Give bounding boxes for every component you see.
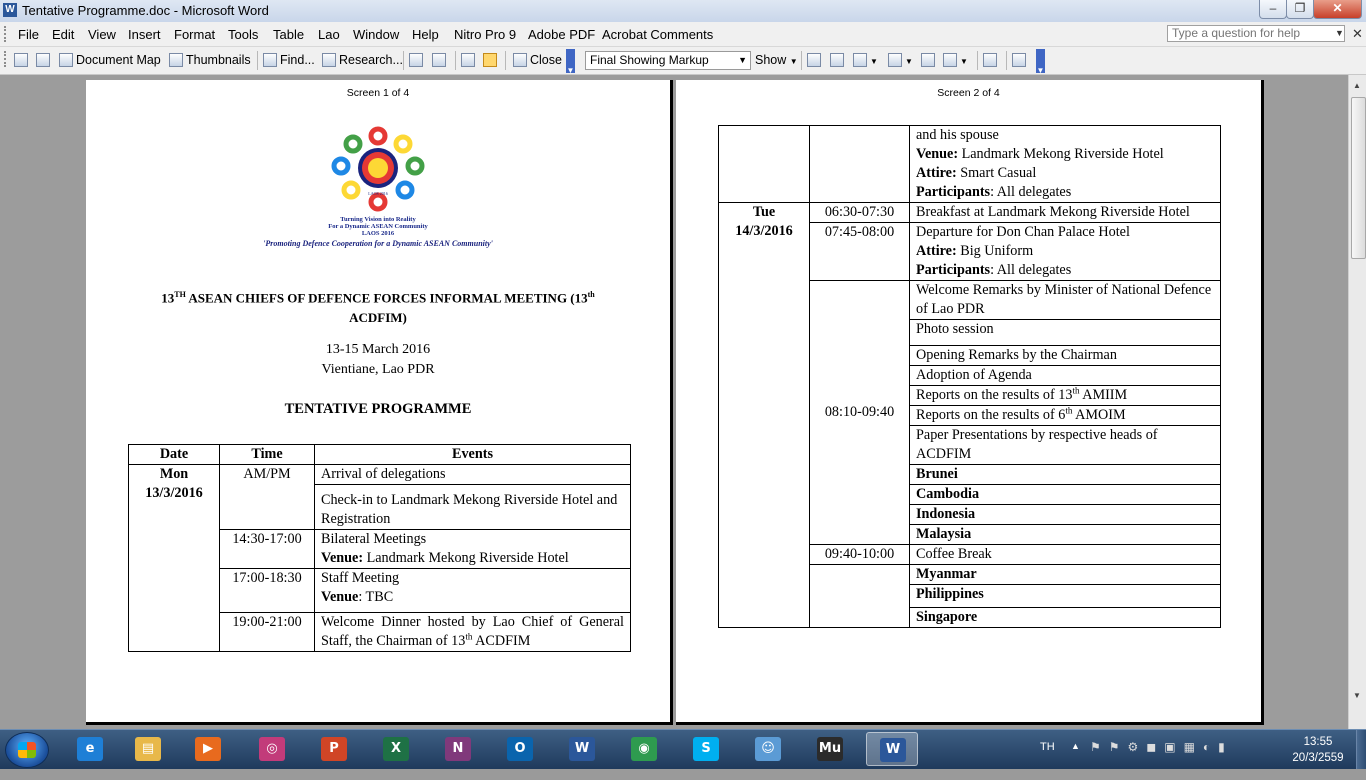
event-cell: Paper Presentations by respective heads of ACDFIM	[910, 426, 1221, 465]
taskbar-adobe-muse-button[interactable]	[804, 732, 856, 766]
header-time: Time	[220, 445, 315, 465]
vertical-scrollbar[interactable]	[1348, 75, 1366, 729]
restore-button[interactable]: ❐	[1286, 0, 1314, 19]
media-player-icon: ▶	[195, 737, 221, 761]
word-app-icon[interactable]: W	[3, 3, 17, 17]
table-header-row	[129, 445, 631, 465]
toolbar-options-icon[interactable]: ▼	[1036, 49, 1045, 73]
event-cell: Reports on the results of 6th AMOIM	[910, 406, 1221, 426]
next-change-icon[interactable]	[830, 51, 847, 70]
tray-expand-icon[interactable]: ▲	[1071, 741, 1080, 751]
taskbar-chrome-button[interactable]	[618, 732, 670, 766]
start-button[interactable]	[5, 732, 49, 768]
time-cell: AM/PM	[220, 465, 315, 530]
markup-display-select[interactable]: Final Showing Markup ▼	[585, 51, 751, 70]
language-indicator[interactable]: TH	[1040, 741, 1055, 753]
clock-time: 13:55	[1303, 736, 1333, 748]
skype-icon: S	[693, 737, 719, 761]
time-cell: 06:30-07:30	[810, 203, 910, 223]
toolbar-separator	[455, 51, 456, 70]
toolbar-separator	[977, 51, 978, 70]
event-cell: Photo session	[910, 320, 1221, 346]
logo-tagline: Turning Vision into Reality	[340, 216, 416, 223]
time-cell: 09:40-10:00	[810, 545, 910, 565]
header-events: Events	[315, 445, 631, 465]
menu-table[interactable]: Table	[273, 27, 305, 42]
date-cell: Tue 14/3/2016	[719, 203, 810, 628]
powerpoint-icon: P	[321, 737, 347, 761]
excel-icon: X	[383, 737, 409, 761]
toolbar-separator	[257, 51, 258, 70]
scrollbar-thumb[interactable]	[1351, 97, 1366, 259]
event-cell: Breakfast at Landmark Mekong Riverside Hotel	[910, 203, 1221, 223]
tray-icons[interactable]: ⚑⚑⚙◼▣▦◐▮	[1090, 740, 1233, 754]
taskbar-clock[interactable]	[1287, 734, 1349, 766]
zoom-out-icon[interactable]	[432, 51, 449, 70]
chrome-icon: ◉	[631, 737, 657, 761]
print-icon[interactable]	[36, 51, 53, 70]
menu-grip-icon[interactable]	[4, 26, 9, 42]
screen-label: Screen 2 of 4	[937, 87, 1000, 99]
internet-explorer-icon: e	[77, 737, 103, 761]
menu-help[interactable]: Help	[412, 27, 439, 42]
reject-change-icon[interactable]: ▼	[888, 51, 913, 70]
onenote-icon: N	[445, 737, 471, 761]
menu-acrobat-comments[interactable]: Acrobat Comments	[602, 27, 714, 42]
close-document-icon[interactable]: ✕	[1352, 26, 1363, 41]
toolbar-separator	[403, 51, 404, 70]
toolbar-separator	[1006, 51, 1007, 70]
windows-logo-icon	[18, 742, 36, 758]
event-cell: Staff Meeting Venue: TBC	[315, 569, 631, 613]
asean-emblem-icon	[323, 124, 433, 216]
event-cell: Brunei	[910, 465, 1221, 485]
time-cell: 17:00-18:30	[220, 569, 315, 613]
help-search-input[interactable]	[1167, 25, 1345, 42]
taskbar-outlook-button[interactable]	[494, 732, 546, 766]
menu-window[interactable]: Window	[353, 27, 400, 42]
scroll-down-icon[interactable]: ▼	[1353, 691, 1361, 700]
event-cell: Arrival of delegations	[315, 465, 631, 485]
event-cell: Cambodia	[910, 485, 1221, 505]
reviewing-pane-icon[interactable]	[1012, 51, 1029, 70]
event-cell: Indonesia	[910, 505, 1221, 525]
scroll-up-icon[interactable]: ▲	[1353, 81, 1361, 90]
thumbnails-button[interactable]: Thumbnails	[169, 51, 251, 70]
event-cell: Adoption of Agenda	[910, 366, 1221, 386]
toolbar-grip-icon[interactable]	[4, 51, 9, 67]
menu-view[interactable]: View	[88, 27, 116, 42]
table-row	[129, 465, 631, 485]
actual-page-icon[interactable]	[461, 51, 478, 70]
adobe-muse-icon: Mu	[817, 737, 843, 761]
taskbar-excel-button[interactable]	[370, 732, 422, 766]
outlook-icon: O	[507, 737, 533, 761]
event-cell: Reports on the results of 13th AMIIM	[910, 386, 1221, 406]
reading-toolbar	[0, 47, 1366, 75]
taskbar-media-player-button[interactable]	[182, 732, 234, 766]
header-date: Date	[129, 445, 220, 465]
programme-table-1	[128, 444, 631, 652]
zoom-in-icon[interactable]	[409, 51, 426, 70]
close-window-button[interactable]: ✕	[1313, 0, 1362, 19]
menu-nitro[interactable]: Nitro Pro 9	[454, 27, 517, 42]
logo-tagline: LAOS 2016	[361, 230, 395, 237]
minimize-button[interactable]: –	[1259, 0, 1287, 19]
event-cell: Opening Remarks by the Chairman	[910, 346, 1221, 366]
title-bar	[0, 0, 1366, 23]
menu-bar	[0, 22, 1366, 47]
close-reading-button[interactable]: Close	[513, 51, 562, 70]
table-row	[719, 126, 1221, 203]
time-cell	[810, 565, 910, 628]
word-icon: W	[569, 737, 595, 761]
table-row	[719, 203, 1221, 223]
screen-label: Screen 1 of 4	[346, 87, 410, 99]
menu-tools[interactable]: Tools	[228, 27, 259, 42]
allow-multiple-pages-icon[interactable]	[483, 51, 500, 70]
event-cell: Malaysia	[910, 525, 1221, 545]
time-cell: 19:00-21:00	[220, 613, 315, 652]
accept-change-icon[interactable]: ▼	[853, 51, 878, 70]
event-cell: Coffee Break	[910, 545, 1221, 565]
logo-motto: 'Promoting Defence Cooperation for a Dynamic ASEAN Community'	[263, 239, 493, 248]
save-icon[interactable]	[14, 51, 31, 70]
logo-tagline: For a Dynamic ASEAN Community	[328, 223, 428, 230]
taskbar-file-explorer-button[interactable]	[122, 732, 174, 766]
find-button[interactable]: Find...	[263, 51, 315, 70]
research-button[interactable]: Research...	[322, 51, 403, 70]
menu-insert[interactable]: Insert	[128, 27, 161, 42]
time-cell: 08:10-09:40	[810, 281, 910, 545]
document-map-button[interactable]: Document Map	[59, 51, 161, 70]
event-cell: Myanmar	[910, 565, 1221, 585]
window-title: Tentative Programme.doc - Microsoft Word	[22, 3, 269, 18]
windows-taskbar	[0, 729, 1366, 769]
taskbar-word-button[interactable]	[556, 732, 608, 766]
menu-adobe-pdf[interactable]: Adobe PDF	[528, 27, 596, 42]
asean-logo	[228, 124, 528, 264]
event-cell: and his spouse Venue: Landmark Mekong Riverside Hotel Attire: Smart Casual Participants: All delegates	[910, 126, 1221, 203]
meeting-title: 13TH ASEAN CHIEFS OF DEFENCE FORCES INFORMAL MEETING (13th ACDFIM)	[161, 290, 595, 326]
research-icon	[322, 53, 336, 67]
binoculars-icon	[263, 53, 277, 67]
event-cell: Philippines	[910, 585, 1221, 608]
programme-heading: TENTATIVE PROGRAMME	[284, 401, 472, 417]
event-cell: Bilateral Meetings Venue: Landmark Mekong Riverside Hotel	[315, 530, 631, 569]
toolbar-separator	[505, 51, 506, 70]
close-reading-icon	[513, 53, 527, 67]
event-cell: Singapore	[910, 608, 1221, 628]
event-cell: Check-in to Landmark Mekong Riverside Hotel and Registration	[315, 485, 631, 530]
programme-table-2	[718, 125, 1221, 628]
word-active-icon: W	[880, 738, 906, 762]
logo-ring-text: LAOS 2016	[368, 191, 388, 196]
menu-file[interactable]: File	[18, 27, 39, 42]
event-cell: Departure for Don Chan Palace Hotel Attire: Big Uniform Participants: All delegates	[910, 223, 1221, 281]
new-comment-icon[interactable]	[921, 51, 938, 70]
taskbar-internet-explorer-button[interactable]	[64, 732, 116, 766]
network-people-icon: ☺	[755, 737, 781, 761]
event-cell: Welcome Dinner hosted by Lao Chief of General Staff, the Chairman of 13th ACDFIM	[315, 613, 631, 652]
thumbnails-icon	[169, 53, 183, 67]
taskbar-word-active-button[interactable]	[866, 732, 918, 766]
menu-lao[interactable]: Lao	[318, 27, 340, 42]
clock-date: 20/3/2559	[1292, 752, 1344, 764]
time-cell: 07:45-08:00	[810, 223, 910, 281]
taskbar-powerpoint-button[interactable]	[308, 732, 360, 766]
track-changes-icon[interactable]	[983, 51, 1000, 70]
previous-change-icon[interactable]	[807, 51, 824, 70]
taskbar-onenote-button[interactable]	[432, 732, 484, 766]
date-cell	[719, 126, 810, 203]
menu-format[interactable]: Format	[174, 27, 216, 42]
taskbar-network-people-button[interactable]	[742, 732, 794, 766]
highlight-icon[interactable]: ▼	[943, 51, 968, 70]
taskbar-browser-orb-button[interactable]	[246, 732, 298, 766]
menu-edit[interactable]: Edit	[52, 27, 75, 42]
help-dropdown-icon[interactable]: ▼	[1335, 28, 1344, 38]
time-cell: 14:30-17:00	[220, 530, 315, 569]
event-cell: Welcome Remarks by Minister of National Defence of Lao PDR	[910, 281, 1221, 320]
show-desktop-button[interactable]	[1356, 730, 1366, 769]
show-button[interactable]: Show ▼	[755, 53, 798, 67]
document-map-icon	[59, 53, 73, 67]
toolbar-separator	[801, 51, 802, 70]
browser-orb-icon: ◎	[259, 737, 285, 761]
chevron-down-icon: ▼	[738, 55, 747, 65]
file-explorer-icon: ▤	[135, 737, 161, 761]
meeting-date-place: 13-15 March 2016 Vientiane, Lao PDR	[321, 342, 435, 377]
toolbar-options-icon[interactable]: ▼	[566, 49, 575, 73]
date-cell: Mon 13/3/2016	[129, 465, 220, 652]
time-cell	[810, 126, 910, 203]
taskbar-skype-button[interactable]	[680, 732, 732, 766]
